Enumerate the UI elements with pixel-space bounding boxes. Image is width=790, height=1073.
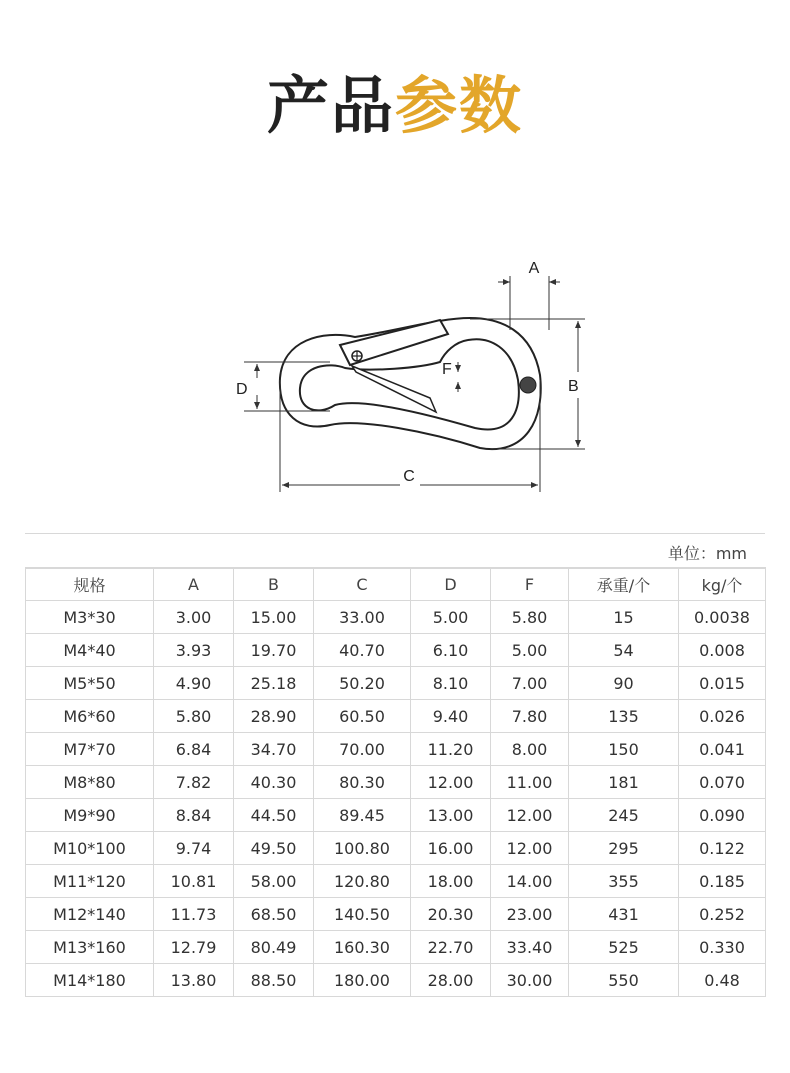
gate-bar-lower [352,366,436,412]
cell-a: 5.80 [154,700,234,733]
cell-load: 15 [569,601,679,634]
cell-b: 25.18 [234,667,314,700]
carabiner-inner [300,339,519,429]
cell-spec: M3*30 [26,601,154,634]
cell-f: 14.00 [491,865,569,898]
table-row [26,931,766,964]
table-header-row [26,568,766,601]
cell-weight: 0.185 [679,865,766,898]
cell-b: 68.50 [234,898,314,931]
cell-f: 7.00 [491,667,569,700]
cell-d: 6.10 [411,634,491,667]
unit-label: 单位：mm [667,544,747,563]
cell-b: 28.90 [234,700,314,733]
page-title [0,66,790,146]
cell-d: 12.00 [411,766,491,799]
cell-load: 355 [569,865,679,898]
cell-c: 33.00 [314,601,411,634]
dim-label-f: F [442,361,452,378]
cell-load: 431 [569,898,679,931]
cell-a: 7.82 [154,766,234,799]
dim-label-d: D [236,381,248,398]
cell-load: 181 [569,766,679,799]
table-row [26,832,766,865]
table-body [26,601,766,997]
header-b: B [234,568,314,601]
cell-b: 58.00 [234,865,314,898]
cell-weight: 0.015 [679,667,766,700]
cell-a: 6.84 [154,733,234,766]
cell-load: 525 [569,931,679,964]
cell-b: 40.30 [234,766,314,799]
cell-f: 12.00 [491,799,569,832]
cell-b: 34.70 [234,733,314,766]
title-part-gold: 参数 [395,69,524,142]
table-row [26,799,766,832]
header-d: D [411,568,491,601]
cell-a: 12.79 [154,931,234,964]
header-c: C [314,568,411,601]
cell-b: 88.50 [234,964,314,997]
cell-d: 5.00 [411,601,491,634]
cell-weight: 0.026 [679,700,766,733]
cell-a: 11.73 [154,898,234,931]
cell-weight: 0.0038 [679,601,766,634]
cell-c: 160.30 [314,931,411,964]
cell-f: 8.00 [491,733,569,766]
cell-d: 16.00 [411,832,491,865]
cell-load: 90 [569,667,679,700]
cell-load: 245 [569,799,679,832]
cell-spec: M11*120 [26,865,154,898]
cell-load: 550 [569,964,679,997]
cell-b: 44.50 [234,799,314,832]
table-row [26,865,766,898]
header-load: 承重/个 [569,568,679,601]
gate-bar [340,320,448,365]
cell-c: 140.50 [314,898,411,931]
cell-b: 80.49 [234,931,314,964]
table-row [26,700,766,733]
unit-row [25,533,765,569]
cell-a: 3.93 [154,634,234,667]
cell-f: 12.00 [491,832,569,865]
dim-label-b: B [568,378,579,395]
cell-a: 9.74 [154,832,234,865]
cell-a: 13.80 [154,964,234,997]
header-f: F [491,568,569,601]
cell-b: 15.00 [234,601,314,634]
cell-c: 60.50 [314,700,411,733]
cell-d: 22.70 [411,931,491,964]
cell-f: 5.00 [491,634,569,667]
cell-spec: M14*180 [26,964,154,997]
cell-load: 54 [569,634,679,667]
cell-spec: M10*100 [26,832,154,865]
table-row [26,634,766,667]
cell-c: 120.80 [314,865,411,898]
dim-label-a: A [528,260,540,277]
cell-c: 100.80 [314,832,411,865]
table-row [26,964,766,997]
cell-weight: 0.070 [679,766,766,799]
cell-f: 33.40 [491,931,569,964]
table-row [26,667,766,700]
cell-d: 8.10 [411,667,491,700]
cell-f: 7.80 [491,700,569,733]
nose-detail [520,377,536,393]
cell-d: 18.00 [411,865,491,898]
cell-d: 9.40 [411,700,491,733]
cell-a: 10.81 [154,865,234,898]
cell-spec: M12*140 [26,898,154,931]
cell-f: 23.00 [491,898,569,931]
cell-spec: M5*50 [26,667,154,700]
cell-f: 11.00 [491,766,569,799]
cell-weight: 0.090 [679,799,766,832]
cell-c: 70.00 [314,733,411,766]
cell-c: 40.70 [314,634,411,667]
cell-d: 28.00 [411,964,491,997]
cell-a: 8.84 [154,799,234,832]
carabiner-diagram [225,250,595,500]
cell-weight: 0.008 [679,634,766,667]
cell-spec: M13*160 [26,931,154,964]
cell-d: 11.20 [411,733,491,766]
cell-spec: M9*90 [26,799,154,832]
cell-b: 49.50 [234,832,314,865]
cell-d: 13.00 [411,799,491,832]
title-part-dark: 产品 [266,69,395,142]
cell-c: 89.45 [314,799,411,832]
cell-c: 80.30 [314,766,411,799]
header-spec: 规格 [26,568,154,601]
header-a: A [154,568,234,601]
dim-label-c: C [403,468,415,485]
cell-weight: 0.252 [679,898,766,931]
spec-table [25,567,766,997]
header-weight: kg/个 [679,568,766,601]
cell-c: 180.00 [314,964,411,997]
cell-load: 150 [569,733,679,766]
cell-spec: M7*70 [26,733,154,766]
cell-weight: 0.48 [679,964,766,997]
cell-a: 4.90 [154,667,234,700]
cell-weight: 0.330 [679,931,766,964]
cell-d: 20.30 [411,898,491,931]
cell-spec: M4*40 [26,634,154,667]
table-row [26,898,766,931]
cell-spec: M6*60 [26,700,154,733]
table-row [26,733,766,766]
cell-c: 50.20 [314,667,411,700]
cell-spec: M8*80 [26,766,154,799]
cell-a: 3.00 [154,601,234,634]
table-row [26,601,766,634]
cell-f: 5.80 [491,601,569,634]
cell-load: 295 [569,832,679,865]
table-row [26,766,766,799]
cell-weight: 0.041 [679,733,766,766]
cell-load: 135 [569,700,679,733]
cell-weight: 0.122 [679,832,766,865]
cell-b: 19.70 [234,634,314,667]
cell-f: 30.00 [491,964,569,997]
